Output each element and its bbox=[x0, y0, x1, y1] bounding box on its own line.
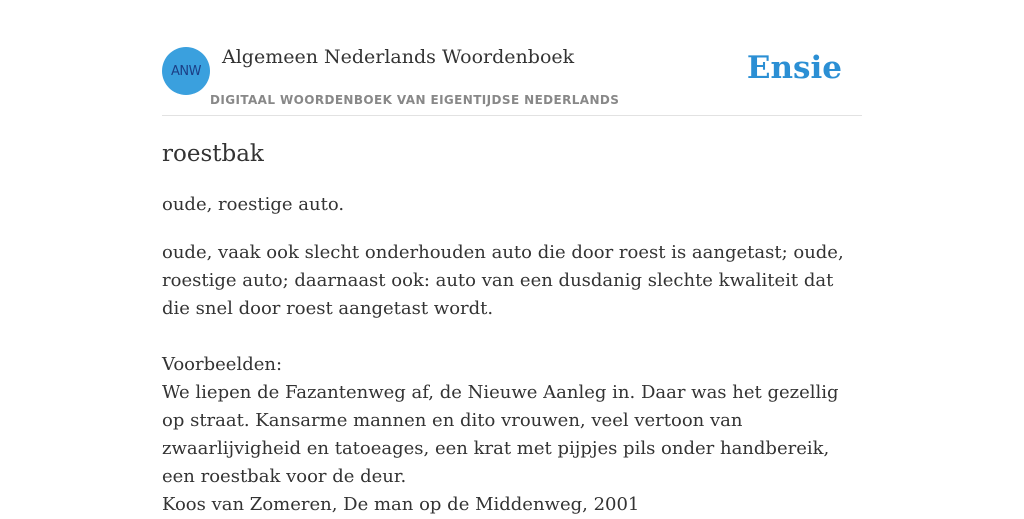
example-source: Koos van Zomeren, De man op de Middenweg, 2001 bbox=[162, 494, 640, 515]
header-divider bbox=[162, 115, 862, 116]
source-subtitle: DIGITAAL WOORDENBOEK VAN EIGENTIJDSE NEDERLANDS bbox=[210, 93, 620, 107]
full-definition: oude, vaak ook slecht onderhouden auto die door roest is aangetast; oude, roestige auto; daarnaast ook: auto van een dusdanig slechte kwaliteit dat die snel door roest aangetast wordt. bbox=[162, 242, 844, 319]
examples-label: Voorbeelden: bbox=[162, 354, 283, 375]
example-text: We liepen de Fazantenweg af, de Nieuwe Aanleg in. Daar was het gezellig op straat. Kansarme mannen en dito vrouwen, veel vertoon van zwaarlijvigheid en tatoeages, een krat met pijpjes pils onder handbereik, een roestbak voor de deur. bbox=[162, 382, 839, 487]
paragraph-spacer bbox=[162, 323, 862, 351]
short-definition: oude, roestige auto. bbox=[162, 194, 345, 215]
anw-logo-text: ANW bbox=[171, 63, 201, 79]
ensie-brand-logo[interactable]: Ensie bbox=[746, 50, 842, 86]
source-title[interactable]: Algemeen Nederlands Woordenboek bbox=[222, 46, 575, 68]
definition-card bbox=[162, 0, 862, 515]
definition-body bbox=[162, 239, 862, 519]
headword: roestbak bbox=[162, 141, 264, 167]
anw-logo[interactable] bbox=[162, 47, 210, 95]
